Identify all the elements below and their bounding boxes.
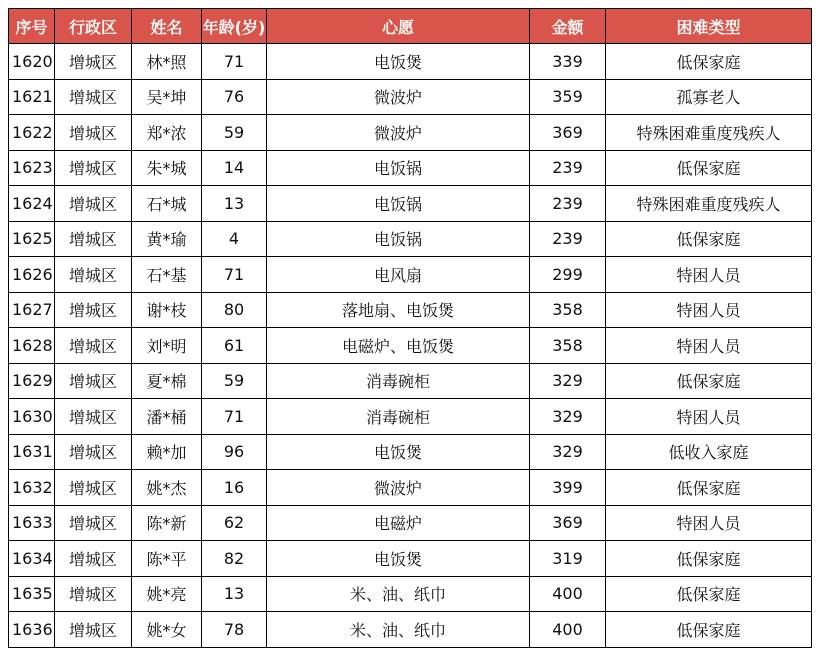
header-row (9, 9, 812, 44)
serial-number-cell: 1623 (9, 150, 55, 186)
header-name: 姓名 (132, 9, 202, 44)
hardship-type-cell: 低保家庭 (606, 541, 812, 577)
district-cell: 增城区 (55, 221, 132, 257)
district-cell: 增城区 (55, 505, 132, 541)
age-cell: 80 (202, 292, 267, 328)
age-cell: 4 (202, 221, 267, 257)
name-cell: 石*城 (132, 186, 202, 222)
district-cell: 增城区 (55, 576, 132, 612)
header-amount: 金额 (530, 9, 606, 44)
table-row (9, 150, 812, 186)
table-row (9, 79, 812, 115)
amount-cell: 400 (530, 612, 606, 648)
serial-number-cell: 1633 (9, 505, 55, 541)
serial-number-cell: 1629 (9, 363, 55, 399)
hardship-type-cell: 低保家庭 (606, 150, 812, 186)
table-row (9, 470, 812, 506)
wish-cell: 微波炉 (267, 115, 530, 151)
wish-cell: 电风扇 (267, 257, 530, 293)
serial-number-cell: 1624 (9, 186, 55, 222)
district-cell: 增城区 (55, 150, 132, 186)
age-cell: 13 (202, 576, 267, 612)
district-cell: 增城区 (55, 186, 132, 222)
name-cell: 姚*杰 (132, 470, 202, 506)
serial-number-cell: 1631 (9, 434, 55, 470)
serial-number-cell: 1627 (9, 292, 55, 328)
serial-number-cell: 1630 (9, 399, 55, 435)
age-cell: 14 (202, 150, 267, 186)
name-cell: 林*照 (132, 44, 202, 80)
wish-cell: 电饭煲 (267, 44, 530, 80)
table-row (9, 328, 812, 364)
district-cell: 增城区 (55, 399, 132, 435)
district-cell: 增城区 (55, 612, 132, 648)
district-cell: 增城区 (55, 115, 132, 151)
amount-cell: 329 (530, 363, 606, 399)
name-cell: 黄*瑜 (132, 221, 202, 257)
wish-cell: 电饭锅 (267, 150, 530, 186)
hardship-type-cell: 特困人员 (606, 292, 812, 328)
wish-cell: 米、油、纸巾 (267, 612, 530, 648)
serial-number-cell: 1636 (9, 612, 55, 648)
table-row (9, 505, 812, 541)
name-cell: 赖*加 (132, 434, 202, 470)
age-cell: 71 (202, 257, 267, 293)
table-row (9, 186, 812, 222)
name-cell: 潘*桶 (132, 399, 202, 435)
amount-cell: 339 (530, 44, 606, 80)
table-row (9, 399, 812, 435)
age-cell: 62 (202, 505, 267, 541)
name-cell: 姚*女 (132, 612, 202, 648)
header-serial-number: 序号 (9, 9, 55, 44)
age-cell: 59 (202, 363, 267, 399)
hardship-type-cell: 低保家庭 (606, 221, 812, 257)
age-cell: 78 (202, 612, 267, 648)
hardship-type-cell: 特困人员 (606, 328, 812, 364)
hardship-type-cell: 低保家庭 (606, 44, 812, 80)
table-row (9, 221, 812, 257)
serial-number-cell: 1625 (9, 221, 55, 257)
hardship-type-cell: 低保家庭 (606, 363, 812, 399)
table-row (9, 363, 812, 399)
table-row (9, 44, 812, 80)
wish-cell: 消毒碗柜 (267, 399, 530, 435)
hardship-type-cell: 低保家庭 (606, 612, 812, 648)
name-cell: 谢*枝 (132, 292, 202, 328)
serial-number-cell: 1632 (9, 470, 55, 506)
wish-cell: 电磁炉 (267, 505, 530, 541)
header-hardship-type: 困难类型 (606, 9, 812, 44)
table-header (9, 9, 812, 44)
table-row (9, 257, 812, 293)
amount-cell: 239 (530, 150, 606, 186)
age-cell: 13 (202, 186, 267, 222)
amount-cell: 358 (530, 328, 606, 364)
name-cell: 郑*浓 (132, 115, 202, 151)
district-cell: 增城区 (55, 292, 132, 328)
amount-cell: 399 (530, 470, 606, 506)
wish-cell: 微波炉 (267, 470, 530, 506)
amount-cell: 400 (530, 576, 606, 612)
serial-number-cell: 1621 (9, 79, 55, 115)
table-row (9, 434, 812, 470)
name-cell: 刘*明 (132, 328, 202, 364)
hardship-type-cell: 低保家庭 (606, 470, 812, 506)
hardship-type-cell: 特困人员 (606, 257, 812, 293)
district-cell: 增城区 (55, 541, 132, 577)
amount-cell: 329 (530, 434, 606, 470)
serial-number-cell: 1634 (9, 541, 55, 577)
district-cell: 增城区 (55, 328, 132, 364)
table-row (9, 292, 812, 328)
header-wish: 心愿 (267, 9, 530, 44)
amount-cell: 239 (530, 221, 606, 257)
hardship-type-cell: 低保家庭 (606, 576, 812, 612)
district-cell: 增城区 (55, 363, 132, 399)
serial-number-cell: 1620 (9, 44, 55, 80)
header-age: 年龄(岁) (202, 9, 267, 44)
age-cell: 71 (202, 44, 267, 80)
wish-table (8, 8, 812, 648)
hardship-type-cell: 特殊困难重度残疾人 (606, 115, 812, 151)
district-cell: 增城区 (55, 257, 132, 293)
table-row (9, 612, 812, 648)
wish-cell: 电饭煲 (267, 541, 530, 577)
age-cell: 71 (202, 399, 267, 435)
name-cell: 陈*新 (132, 505, 202, 541)
district-cell: 增城区 (55, 434, 132, 470)
name-cell: 陈*平 (132, 541, 202, 577)
table-row (9, 541, 812, 577)
age-cell: 76 (202, 79, 267, 115)
serial-number-cell: 1622 (9, 115, 55, 151)
age-cell: 82 (202, 541, 267, 577)
name-cell: 朱*城 (132, 150, 202, 186)
serial-number-cell: 1626 (9, 257, 55, 293)
amount-cell: 239 (530, 186, 606, 222)
hardship-type-cell: 特困人员 (606, 505, 812, 541)
table-row (9, 115, 812, 151)
wish-cell: 微波炉 (267, 79, 530, 115)
wish-cell: 消毒碗柜 (267, 363, 530, 399)
wish-cell: 米、油、纸巾 (267, 576, 530, 612)
amount-cell: 369 (530, 505, 606, 541)
amount-cell: 369 (530, 115, 606, 151)
district-cell: 增城区 (55, 79, 132, 115)
name-cell: 吴*坤 (132, 79, 202, 115)
hardship-type-cell: 孤寡老人 (606, 79, 812, 115)
hardship-type-cell: 低收入家庭 (606, 434, 812, 470)
table-body (9, 44, 812, 648)
wish-cell: 落地扇、电饭煲 (267, 292, 530, 328)
age-cell: 96 (202, 434, 267, 470)
age-cell: 59 (202, 115, 267, 151)
amount-cell: 299 (530, 257, 606, 293)
name-cell: 石*基 (132, 257, 202, 293)
serial-number-cell: 1628 (9, 328, 55, 364)
district-cell: 增城区 (55, 44, 132, 80)
age-cell: 61 (202, 328, 267, 364)
wish-cell: 电饭煲 (267, 434, 530, 470)
name-cell: 姚*亮 (132, 576, 202, 612)
wish-cell: 电饭锅 (267, 221, 530, 257)
amount-cell: 319 (530, 541, 606, 577)
wish-cell: 电饭锅 (267, 186, 530, 222)
name-cell: 夏*棉 (132, 363, 202, 399)
amount-cell: 358 (530, 292, 606, 328)
amount-cell: 329 (530, 399, 606, 435)
age-cell: 16 (202, 470, 267, 506)
wish-list-sheet (8, 8, 812, 648)
hardship-type-cell: 特困人员 (606, 399, 812, 435)
district-cell: 增城区 (55, 470, 132, 506)
serial-number-cell: 1635 (9, 576, 55, 612)
wish-cell: 电磁炉、电饭煲 (267, 328, 530, 364)
amount-cell: 359 (530, 79, 606, 115)
header-district: 行政区 (55, 9, 132, 44)
table-row (9, 576, 812, 612)
hardship-type-cell: 特殊困难重度残疾人 (606, 186, 812, 222)
